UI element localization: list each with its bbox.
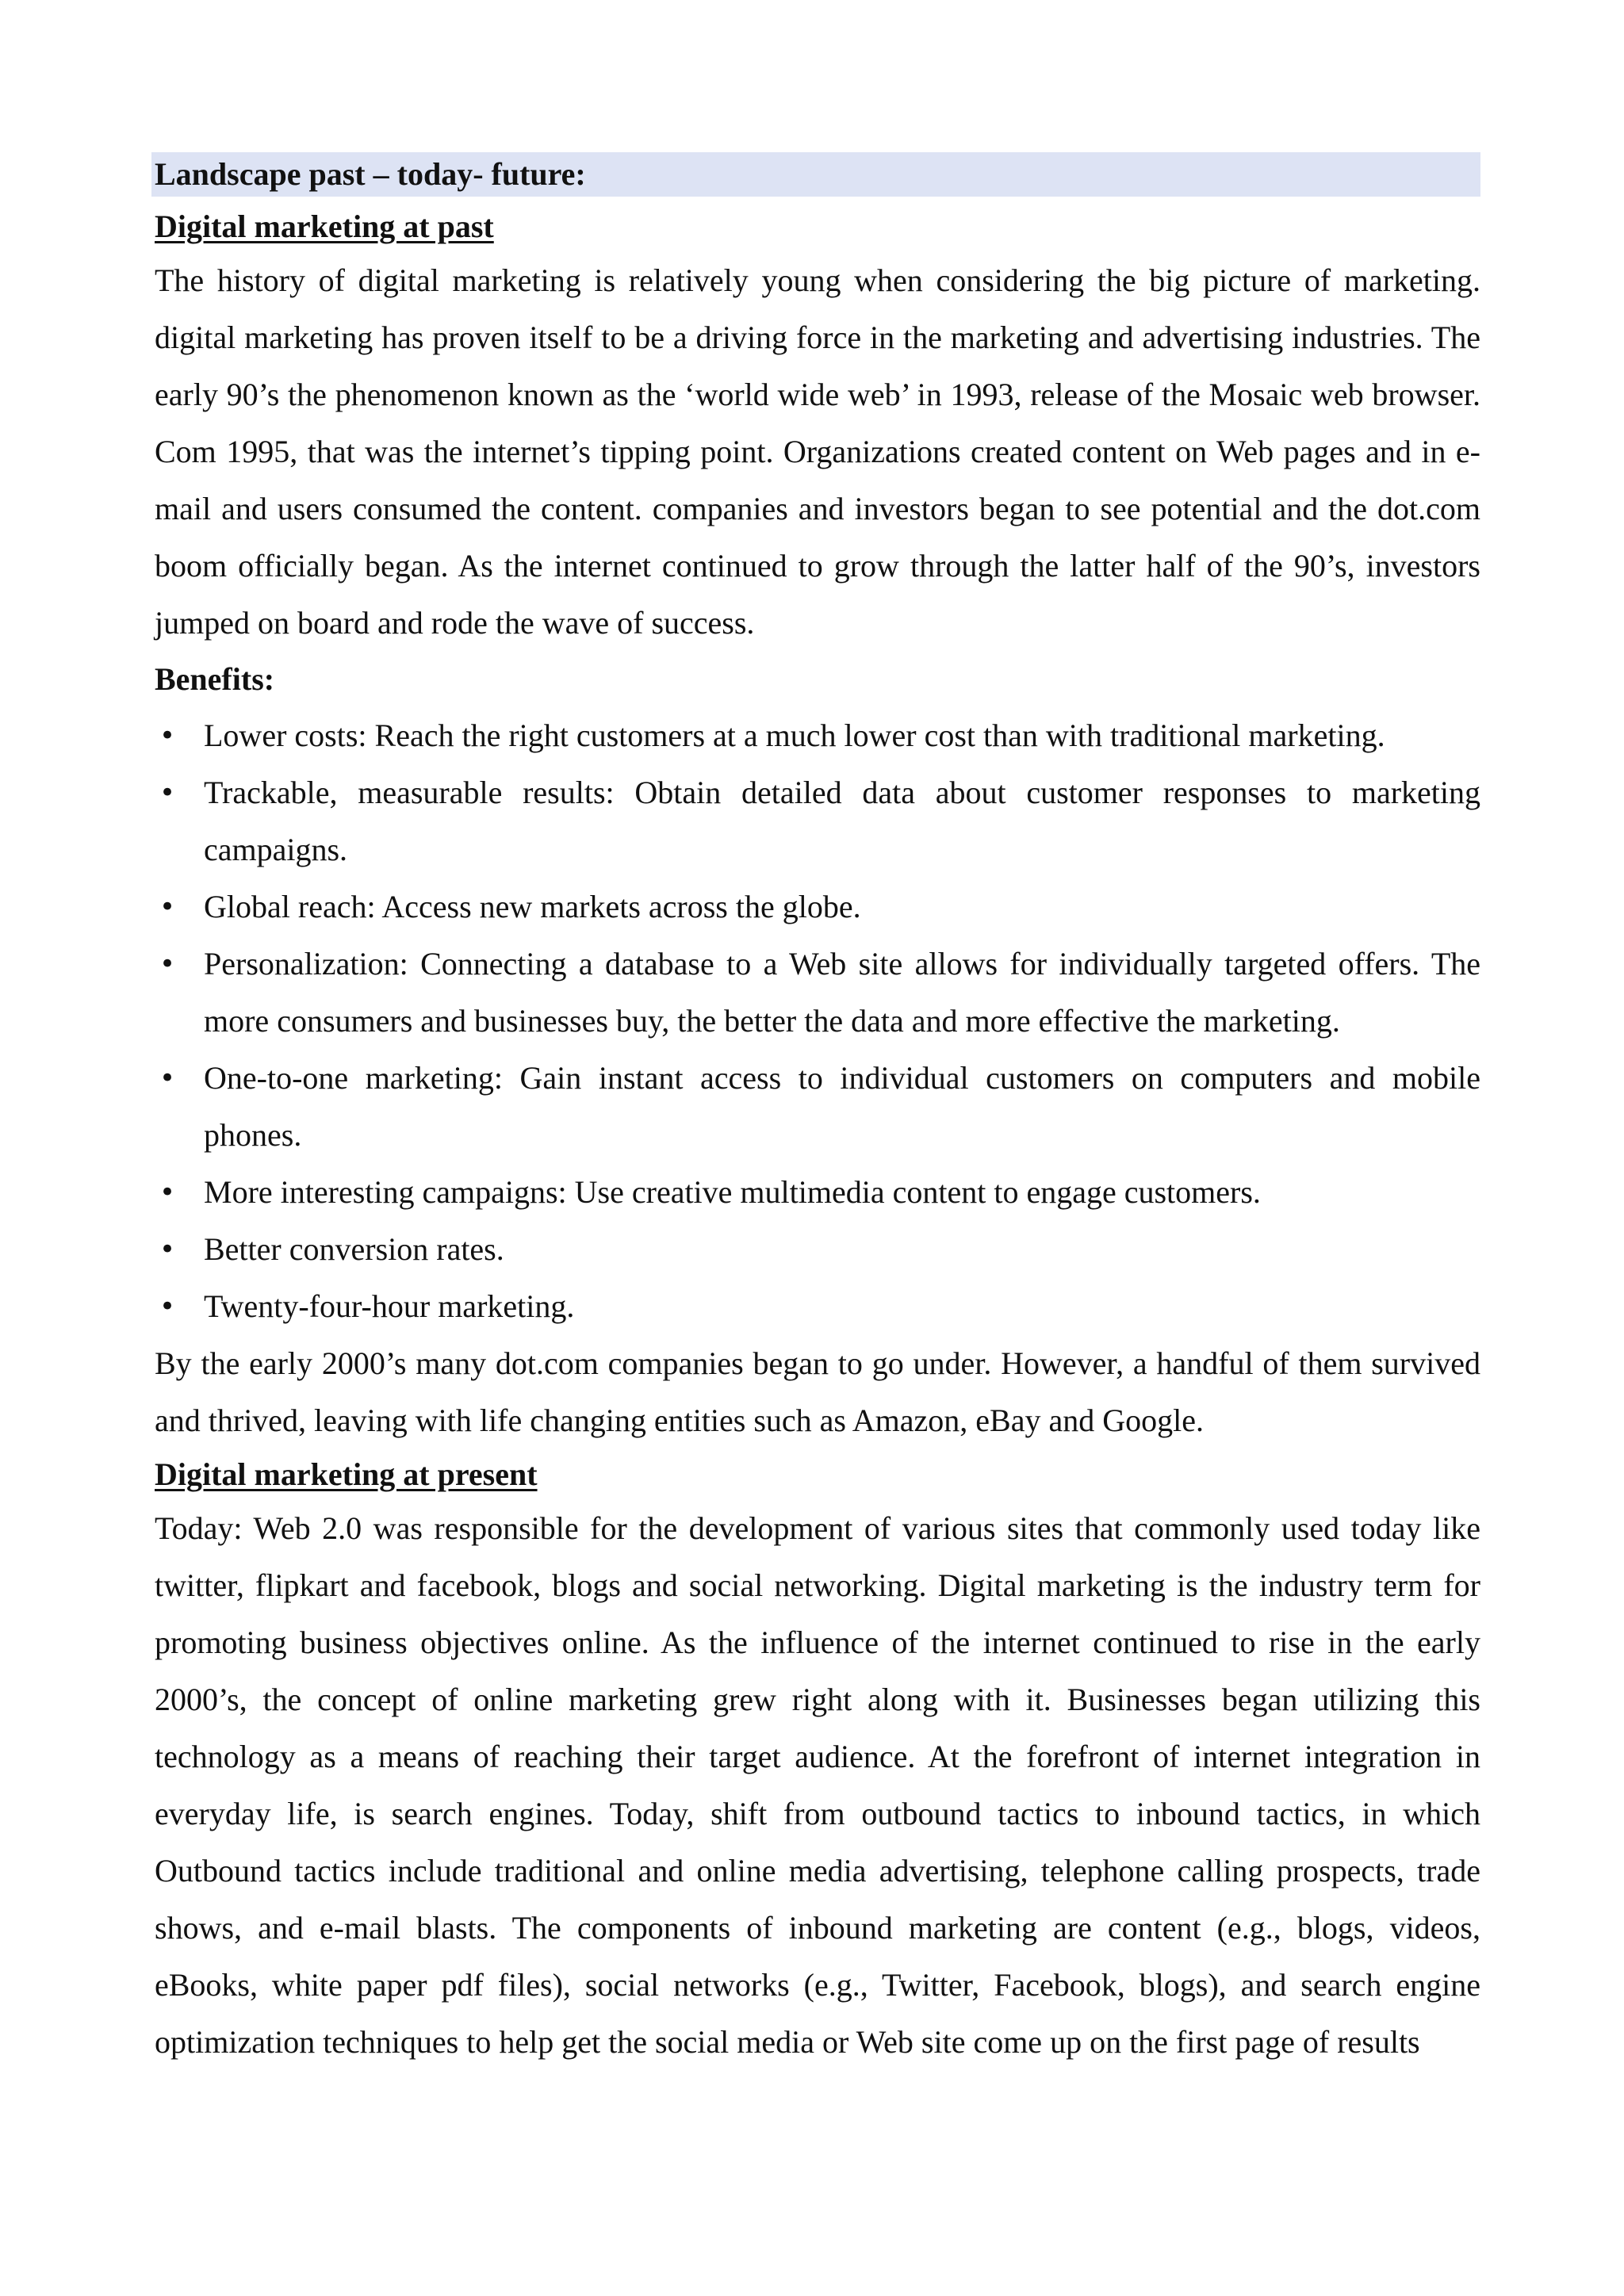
list-item: • Twenty-four-hour marketing. — [155, 1278, 1480, 1335]
heading-digital-marketing-past: Digital marketing at past — [155, 209, 494, 244]
section-banner-title: Landscape past – today- future: — [151, 152, 1480, 197]
list-item: • Lower costs: Reach the right customers at a much lower cost than with traditional marketing. — [155, 707, 1480, 764]
list-item: • Better conversion rates. — [155, 1221, 1480, 1278]
heading-digital-marketing-present: Digital marketing at present — [155, 1456, 538, 1492]
paragraph-past-closing: By the early 2000’s many dot.com companies began to go under. However, a handful of them survived and thrived, leaving with life changing entities such as Amazon, eBay and Google. — [155, 1345, 1480, 1438]
benefits-list — [155, 707, 1480, 1335]
list-item: • Global reach: Access new markets across the globe. — [155, 878, 1480, 936]
list-item: • Personalization: Connecting a database to a Web site allows for individually targeted offers. The more consumers and businesses buy, the better the data and more effective the marketing. — [155, 936, 1480, 1050]
list-item: • One-to-one marketing: Gain instant access to individual customers on computers and mobile phones. — [155, 1050, 1480, 1164]
document-page — [155, 152, 1480, 2071]
list-item: • Trackable, measurable results: Obtain detailed data about customer responses to marketing campaigns. — [155, 764, 1480, 878]
paragraph-present-body: Today: Web 2.0 was responsible for the development of various sites that commonly used today like twitter, flipkart and facebook, blogs and social networking. Digital marketing is the industry term for promoting business objectives online. As the influence of the internet continued to rise in the early 2000’s, the concept of online marketing grew right along with it. Businesses began utilizing this technology as a means of reaching their target audience. At the forefront of internet integration in everyday life, is search engines. Today, shift from outbound tactics to inbound tactics, in which Outbound tactics include traditional and online media advertising, telephone calling prospects, trade shows, and e-mail blasts. The components of inbound marketing are content (e.g., blogs, videos, eBooks, white paper pdf files), social networks (e.g., Twitter, Facebook, blogs), and search engine optimization techniques to help get the social media or Web site come up on the first page of results — [155, 1510, 1480, 2060]
paragraph-past-intro: The history of digital marketing is relatively young when considering the big picture of marketing. digital marketing has proven itself to be a driving force in the marketing and advertising industries. The early 90’s the phenomenon known as the ‘world wide web’ in 1993, release of the Mosaic web browser. Com 1995, that was the internet’s tipping point. Organizations created content on Web pages and in e-mail and users consumed the content. companies and investors began to see potential and the dot.com boom officially began. As the internet continued to grow through the latter half of the 90’s, investors jumped on board and rode the wave of success. — [155, 262, 1480, 641]
benefits-title: Benefits: — [155, 661, 275, 697]
list-item: • More interesting campaigns: Use creative multimedia content to engage customers. — [155, 1164, 1480, 1221]
